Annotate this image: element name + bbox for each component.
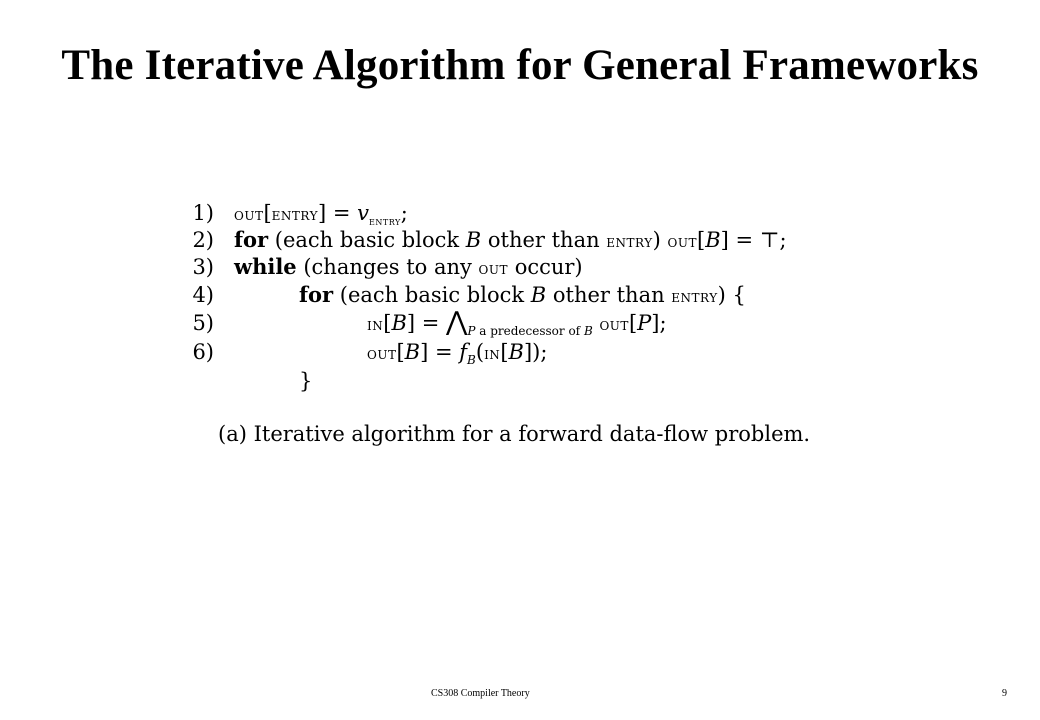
open-brace: { <box>732 283 746 307</box>
line-number: 6) <box>192 340 214 364</box>
line-number: 1) <box>192 201 214 225</box>
text: other than <box>481 228 607 252</box>
close-brace: } <box>299 369 313 393</box>
b-symbol: B <box>583 324 593 338</box>
f-symbol: f <box>459 340 468 364</box>
figure-caption: (a) Iterative algorithm for a forward data-flow problem. <box>218 422 811 446</box>
text: (changes to any <box>296 255 479 279</box>
line-code: out[entry] = $v_{entry}$; <box>234 201 408 228</box>
top-symbol: ⊤ <box>759 228 780 252</box>
meet-symbol: ⋀ <box>446 307 468 337</box>
text: (each basic block <box>333 283 531 307</box>
b-symbol: B <box>530 283 547 307</box>
while-keyword: while <box>234 254 297 279</box>
p-symbol: P <box>467 324 476 338</box>
line-number: 2) <box>192 228 214 252</box>
b-symbol: B <box>508 340 524 364</box>
out-keyword: out <box>599 315 629 335</box>
b-symbol: B <box>705 228 721 252</box>
text: (each basic block <box>268 228 466 252</box>
entry-keyword: entry <box>271 205 319 225</box>
out-keyword: out <box>234 205 264 225</box>
footer-page-number: 9 <box>1002 688 1007 699</box>
line-code <box>234 253 583 283</box>
footer-course-name: CS308 Compiler Theory <box>431 688 530 699</box>
text: occur) <box>508 255 583 279</box>
slide-title: The Iterative Algorithm for General Frameworks <box>61 42 979 89</box>
line-number: 3) <box>192 255 214 279</box>
entry-keyword: entry <box>606 232 653 252</box>
entry-subscript: entry <box>369 215 401 228</box>
text: other than <box>546 283 672 307</box>
line-code: $out[B] = f_B(in[B])$; <box>367 340 548 367</box>
b-symbol: B <box>391 311 407 335</box>
predecessor-text: a predecessor of <box>479 324 581 338</box>
b-symbol: B <box>404 340 421 364</box>
entry-keyword: entry <box>671 287 718 307</box>
p-symbol: P <box>637 311 652 335</box>
out-keyword: out <box>478 259 509 279</box>
line-code: for (each basic block B other than entry) out[B] = ⊤; <box>234 227 787 252</box>
in-keyword: in <box>367 315 384 335</box>
line-number: 4) <box>192 283 214 307</box>
v-symbol: v <box>357 201 370 225</box>
b-subscript: B <box>467 353 476 367</box>
in-keyword: in <box>484 344 501 364</box>
b-symbol: B <box>465 228 482 252</box>
out-keyword: out <box>367 344 397 364</box>
line-number: 5) <box>192 311 214 335</box>
for-keyword: for <box>299 282 334 307</box>
out-keyword: out <box>667 232 697 252</box>
line-code: for (each basic block B other than entry) { <box>299 282 746 307</box>
for-keyword: for <box>234 227 269 252</box>
line-code: $in[B] = ⋀_{P a predecessor of B}$ out[P]; <box>367 307 667 338</box>
